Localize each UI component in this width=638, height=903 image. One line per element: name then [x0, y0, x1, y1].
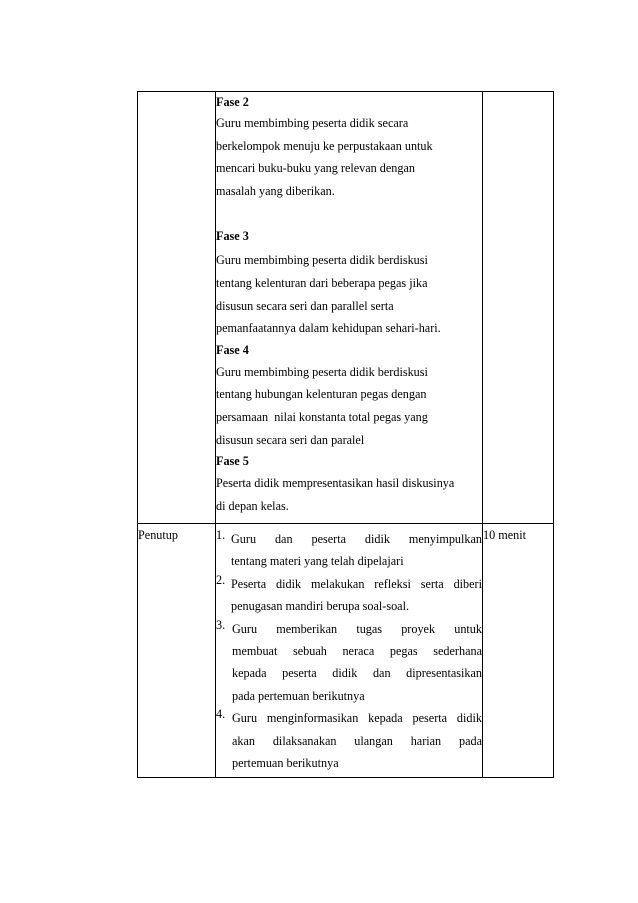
text-line: Guru membimbing peserta didik berdiskusi	[216, 253, 428, 268]
lesson-plan-table	[137, 91, 554, 778]
duration-value: 10 menit	[483, 528, 526, 542]
activity-description-cell	[216, 92, 483, 524]
activity-label-cell	[138, 524, 216, 778]
phase-block	[216, 92, 482, 202]
text-line: Guru membimbing peserta didik secara	[216, 116, 409, 130]
activity-label: Penutup	[138, 528, 178, 542]
text-line: akan dilaksanakan ulangan harian pada	[232, 733, 482, 748]
text-line: masalah yang diberikan.	[216, 183, 335, 198]
text-line: membuat sebuah neraca pegas sederhana	[232, 644, 482, 659]
list-item	[216, 707, 482, 774]
phase-title: Fase 3	[216, 229, 249, 244]
closing-steps-list	[216, 528, 482, 774]
phase-block	[216, 224, 482, 339]
time-cell	[483, 524, 554, 778]
text-line: Peserta didik melakukan refleksi serta diberi	[231, 576, 482, 591]
list-number: 1.	[216, 528, 226, 542]
text-line: tentang hubungan kelenturan pegas dengan	[216, 387, 427, 402]
text-line: penugasan mandiri berupa soal-soal.	[231, 599, 410, 614]
text-line: Guru menginformasikan kepada peserta didik	[232, 711, 482, 726]
list-item	[216, 618, 482, 708]
list-number: 2.	[216, 572, 226, 587]
text-line: tentang kelenturan dari beberapa pegas jika	[216, 275, 428, 290]
text-line: kepada peserta didik dan dipresentasikan	[232, 666, 482, 681]
text-line: Guru membimbing peserta didik berdiskusi	[216, 364, 428, 379]
table-row	[138, 92, 554, 524]
list-item	[216, 573, 482, 618]
list-number: 3.	[216, 617, 226, 632]
activity-description-cell	[216, 524, 483, 778]
text-line: mencari buku-buku yang relevan dengan	[216, 161, 415, 176]
spacer	[216, 202, 482, 224]
text-line: persamaan nilai konstanta total pegas yang	[216, 409, 428, 424]
text-line: Guru memberikan tugas proyek untuk	[232, 621, 482, 636]
text-line: disusun secara seri dan paralel	[216, 432, 365, 447]
text-line: pertemuan berikutnya	[232, 756, 339, 771]
phase-block	[216, 451, 482, 517]
activity-label-cell	[138, 92, 216, 524]
text-line: pemanfaatannya dalam kehidupan sehari-hari.	[216, 321, 441, 336]
text-line: disusun secara seri dan parallel serta	[216, 298, 394, 313]
time-cell	[483, 92, 554, 524]
list-number: 4.	[216, 707, 226, 722]
text-line: berkelompok menuju ke perpustakaan untuk	[216, 138, 433, 153]
list-item	[216, 528, 482, 573]
text-line: tentang materi yang telah dipelajari	[231, 554, 404, 569]
phase-block	[216, 340, 482, 451]
text-line: di depan kelas.	[216, 498, 289, 513]
table-row	[138, 524, 554, 778]
phase-title: Fase 2	[216, 95, 249, 109]
text-line: Peserta didik mempresentasikan hasil diskusinya	[216, 476, 455, 491]
phase-title: Fase 4	[216, 342, 249, 357]
text-line: Guru dan peserta didik menyimpulkan	[231, 532, 482, 546]
text-line: pada pertemuan berikutnya	[232, 688, 365, 703]
phase-title: Fase 5	[216, 454, 249, 469]
